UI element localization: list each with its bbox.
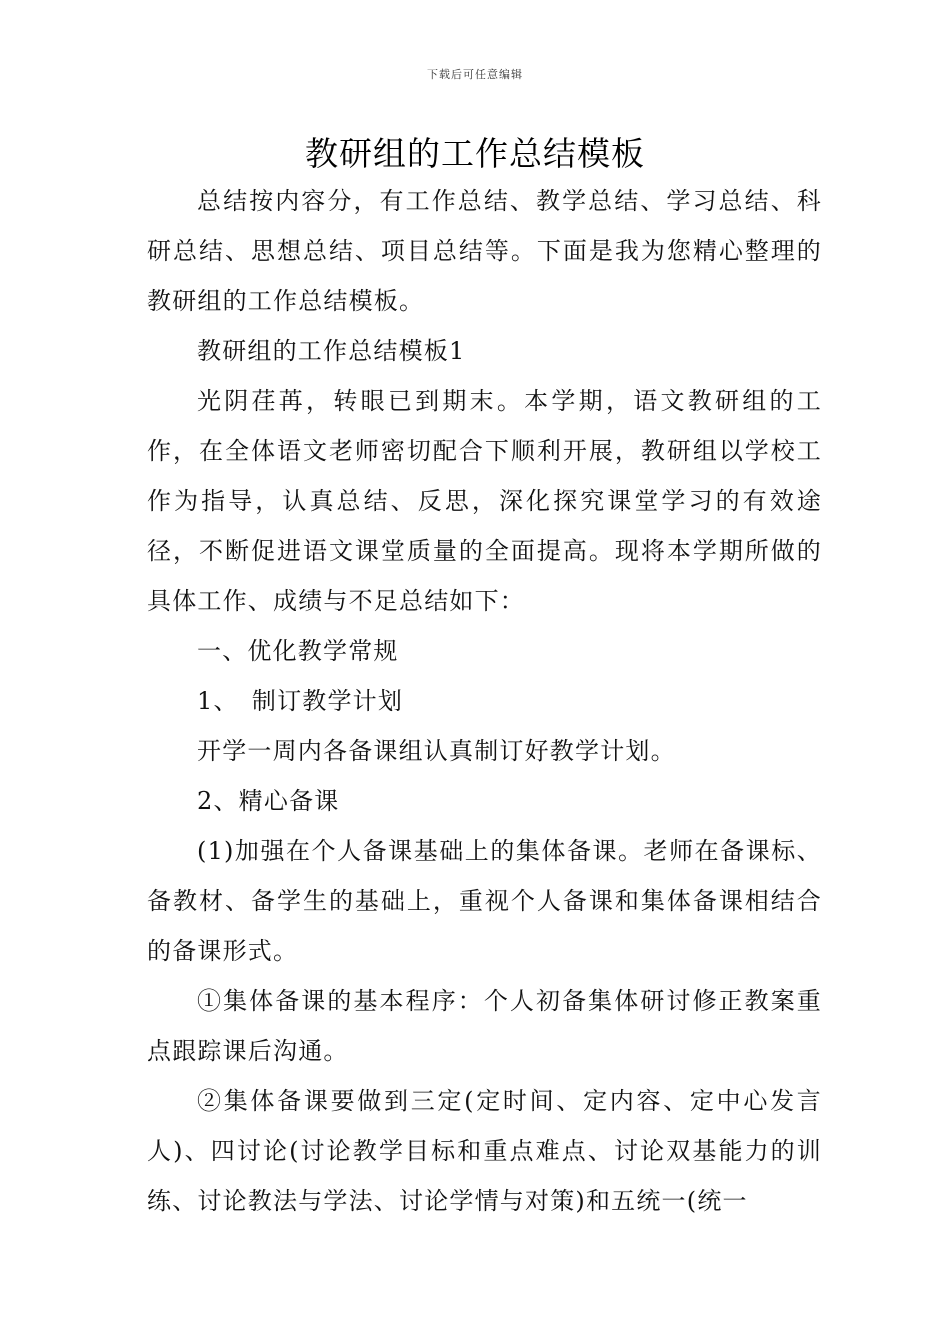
list-item-heading: 2、精心备课	[197, 787, 340, 815]
body-paragraph: ②集体备课要做到三定(定时间、定内容、定中心发言人)、四讨论(讨论教学目标和重点难点、讨论双基能力的训练、讨论教法与学法、讨论学情与对策)和五统一(统一	[147, 1087, 822, 1215]
list-item-heading: 1、 制订教学计划	[197, 687, 404, 715]
header-note: 下载后可任意编辑	[427, 68, 523, 81]
section-heading: 教研组的工作总结模板1	[197, 337, 466, 365]
body-paragraph: 光阴荏苒，转眼已到期末。本学期，语文教研组的工作，在全体语文老师密切配合下顺利开展，教研组以学校工作为指导，认真总结、反思，深化探究课堂学习的有效途径，不断促进语文课堂质量的全面提高。现将本学期所做的具体工作、成绩与不足总结如下：	[147, 387, 822, 615]
body-paragraph: ①集体备课的基本程序：个人初备集体研讨修正教案重点跟踪课后沟通。	[147, 987, 822, 1065]
subsection-heading: 一、优化教学常规	[197, 637, 399, 665]
document-body	[147, 176, 822, 1226]
intro-paragraph: 总结按内容分，有工作总结、教学总结、学习总结、科研总结、思想总结、项目总结等。下面是我为您精心整理的教研组的工作总结模板。	[147, 187, 822, 315]
document-title: 教研组的工作总结模板	[305, 134, 645, 173]
body-paragraph: (1)加强在个人备课基础上的集体备课。老师在备课标、备教材、备学生的基础上，重视个人备课和集体备课相结合的备课形式。	[147, 837, 822, 965]
body-paragraph: 开学一周内各备课组认真制订好教学计划。	[197, 737, 676, 765]
